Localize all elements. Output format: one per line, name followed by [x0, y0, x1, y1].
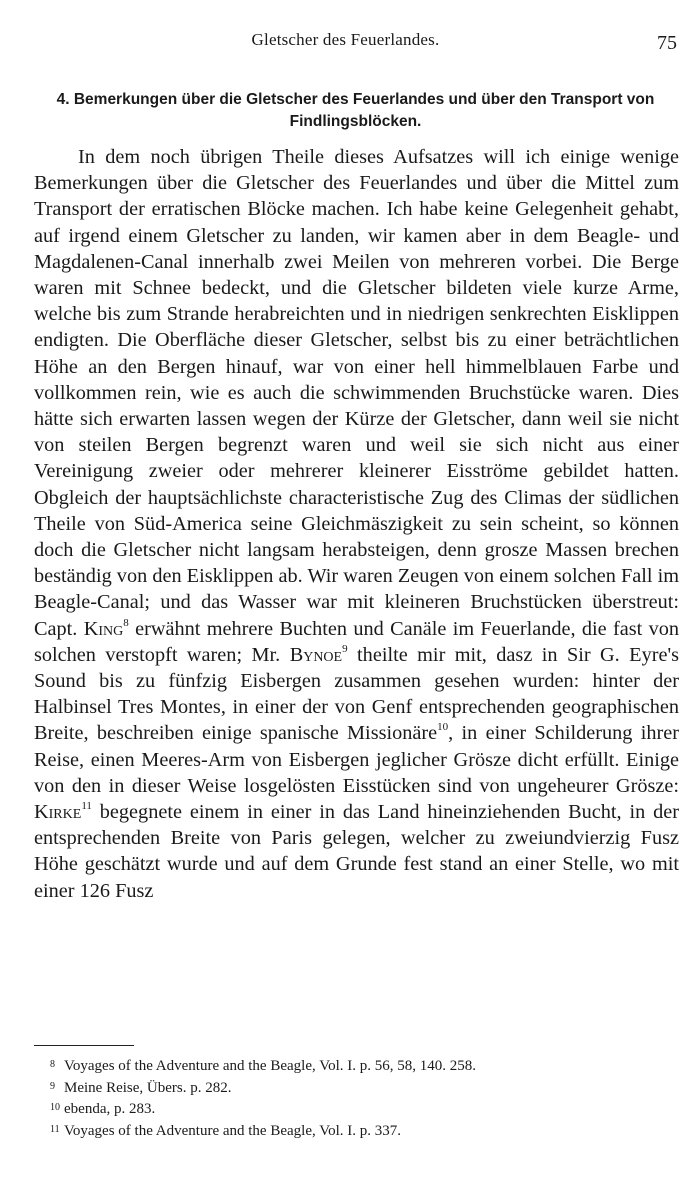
author-name-bynoe: Bynoe — [289, 643, 343, 666]
footnote-text: ebenda, p. 283. — [64, 1101, 156, 1117]
body-text-segment: erwähnt mehrere Buchten und Canäle im Feuerlande, die fast von solchen verstopft waren; Mr. — [34, 617, 680, 666]
running-head — [0, 30, 691, 54]
footnote-text: Voyages of the Adventure and the Beagle, Vol. I. p. 337. — [64, 1122, 402, 1139]
body-text-segment: In dem noch übrigen Theile dieses Aufsatzes will ich einige wenige Bemerkungen über die Gletscher des Feuerlandes und über die Mittel zum Transport der erratischen Blöcke machen. Ich habe keine Gelegenheit gehabt, auf irgend einem Gletscher zu landen, wir kamen aber in dem Beagle- und Magdalenen-Canal innerhalb zwei Meilen von mehreren vorbei. Die Berge waren mit Schnee bedeckt, und die Gletscher bildeten viele kurze Arme, welche bis zum Strande herabreichten und in niedrigen senkrechten Eisklippen endigten. Die Oberfläche dieser Gletscher, selbst bis zu einer beträchtlichen Höhe an den Bergen hinauf, war von einer hell himmelblauen Farbe und vollkommen rein, wie es auch die schwimmenden Bruchstücke waren. Dies hätte sich erwarten lassen wegen der Kürze der Gletscher, dann weil sie nicht von steilen Bergen begrenzt waren und weil sie sich nicht aus einer Vereinigung zweier oder mehrerer kleinerer Eisströme gebildet hatten. Obgleich der hauptsächlichste characteristische Zug des Climas der südlichen Theile von Süd-America seine Gleichmäszigkeit zu sein scheint, so können doch die Gletscher nicht langsam herabsteigen, denn grosze Massen brechen beständig von den Eisklippen ab. Wir waren Zeugen von einem solchen Fall im Beagle-Canal; und das Wasser war mit kleineren Bruchstücken überstreut: Capt. — [34, 146, 679, 640]
footnote-11 — [50, 1121, 679, 1143]
footnote-number: 11 — [50, 1123, 60, 1135]
footnote-ref-10[interactable]: 10 — [437, 721, 449, 734]
footnote-text: Meine Reise, Übers. p. 282. — [64, 1079, 232, 1096]
footnote-9 — [50, 1078, 679, 1100]
author-name-king: King — [83, 617, 124, 640]
footnote-number: 10 — [50, 1102, 60, 1113]
footnote-ref-9[interactable]: 9 — [342, 642, 348, 655]
section-heading: 4. Bemerkungen über die Gletscher des Feuerlandes und über den Transport von Findlingsblöcken. — [56, 91, 655, 130]
footnote-number: 8 — [50, 1059, 55, 1070]
footnote-8 — [50, 1056, 679, 1078]
footnote-number: 9 — [50, 1080, 55, 1092]
body-text-segment: , in einer Schilderung ihrer Reise, einen Meeres-Arm von Eisbergen jeglicher Grösze dicht erfüllt. Einige von den in dieser Weise losgelösten Eisstücken sind von ungeheurer Grösze: — [34, 722, 679, 797]
author-name-kirke: Kirke — [34, 801, 82, 824]
page-number: 75 — [657, 32, 677, 54]
footnotes — [50, 1056, 679, 1142]
footnote-10 — [50, 1099, 679, 1121]
body-text-segment: begegnete einem in einer in das Land hineinziehenden Bucht, in der entsprechenden Breite von Paris gelegen, welcher zu zweiundvierzig Fusz Höhe geschätzt wurde und auf dem Grunde fest stand an einer Stelle, wo mit einer 126 Fusz — [34, 801, 679, 902]
footnote-ref-11[interactable]: 11 — [81, 800, 92, 813]
footnote-divider — [34, 1045, 134, 1046]
body-paragraph — [34, 144, 679, 904]
body-text-segment: theilte mir mit, dasz in Sir G. Eyre's Sound bis zu fünfzig Eisbergen zusammen gesehen wurden: hinter der Halbinsel Tres Montes, in einer der von Genf entsprechenden geographischen Breite, beschreiben einige spanische Missionäre — [34, 643, 680, 745]
footnote-ref-8[interactable]: 8 — [123, 616, 129, 629]
running-title: Gletscher des Feuerlandes. — [251, 30, 440, 49]
footnote-text: Voyages of the Adventure and the Beagle, Vol. I. p. 56, 58, 140. 258. — [64, 1058, 477, 1074]
